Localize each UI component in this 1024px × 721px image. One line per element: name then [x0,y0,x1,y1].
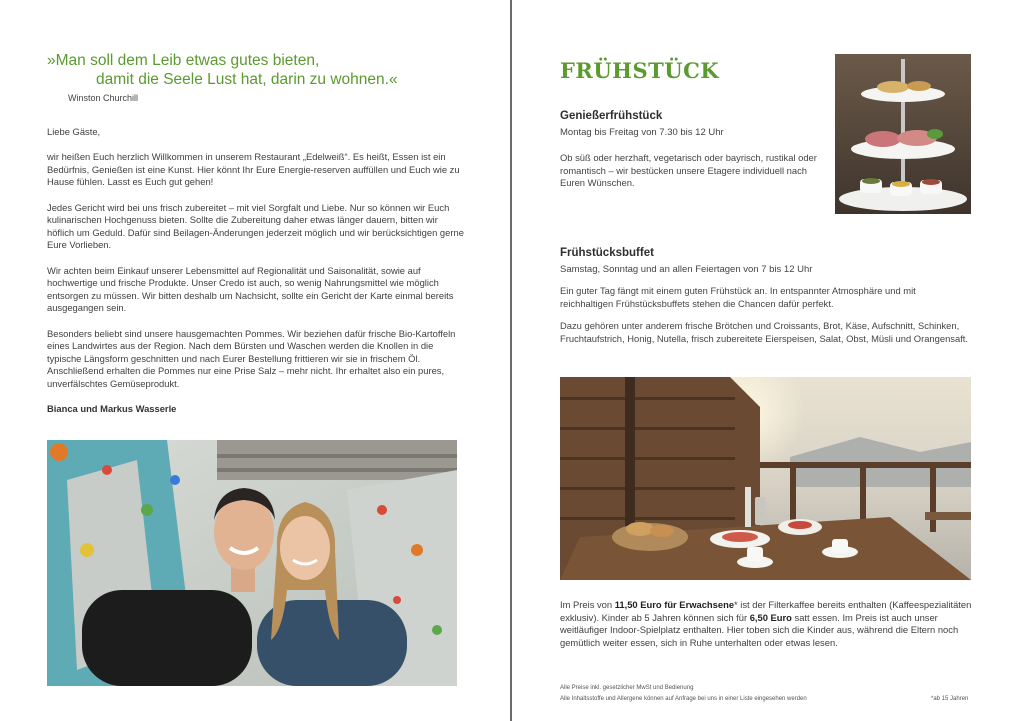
footnote-allergens: Alle Inhaltsstoffe und Allergene können auf Anfrage bei uns in einer Liste eingesehen werden [560,696,807,702]
adult-price: 11,50 Euro für Erwachsene [614,599,735,610]
price-info [560,599,972,649]
terrace-breakfast-photo [560,377,971,580]
section-text-buffet-2: Dazu gehören unter anderem frische Brötchen und Croissants, Brot, Käse, Aufschnitt, Schinken, Fruchtaufstrich, Honig, Nutella, frisch zubereitete Eierspeisen, Salat, Obst, Müsli und Orangensaft. [560,320,969,344]
section-text-geniesser: Ob süß oder herzhaft, vegetarisch oder bayrisch, rustikal oder romantisch – wir bestücken unsere Etagere individuell nach Euren Wünschen. [560,152,817,189]
owners-photo [47,440,457,686]
letter-paragraph: Besonders beliebt sind unsere hausgemachten Pommes. Wir beziehen dafür frische Bio-Kartoffeln eines Landwirtes aus der Region. Nach dem Bürsten und Waschen werden die Knollen in die typische Längsform geschnitten und nach Eurer Bestellung frittieren wir sie in frischem Öl. Anschließend erhalten die Pommes nur eine Prise Salz – mehr nicht. Ihr erhaltet also ein pures, unverfälschtes Gemüseprodukt. [47,327,456,389]
section-text-buffet-1: Ein guter Tag fängt mit einem guten Frühstück an. In entspannter Atmosphäre und mit reichhaltigen Frühstücksbuffets stehen die Chancen dafür perfekt. [560,285,916,309]
page-title: FRÜHSTÜCK [560,58,720,83]
price-text-3: satt essen. Im Preis ist auch unser weitläufiger Indoor-Spielplatz enthalten. Hier toben sich die Kinder aus, während die Eltern noch gemütlich weiter essen, sich in Ruhe unterhalten oder etwas lesen. [560,611,959,648]
section-times-buffet: Samstag, Sonntag und an allen Feiertagen von 7 bis 12 Uhr [560,264,813,275]
greeting: Liebe Gäste, [47,126,101,137]
child-price: 6,50 Euro [749,611,792,623]
letter-paragraph: Jedes Gericht wird bei uns frisch zubereitet – mit viel Sorgfalt und Liebe. Nur so können wir Euch kulinarischen Hochgenuss bieten. Sollte die Zubereitung daher etwas länger dauern, bitten wir höflich um Geduld. Dafür sind Beilagen-Änderungen jederzeit möglich und wir berücksichtigen gerne Eure Vorlieben. [47,201,464,251]
footnote-age: *ab 15 Jahren [931,696,969,702]
letter-paragraph: wir heißen Euch herzlich Willkommen in unserem Restaurant „Edelweiß“. Es heißt, Essen ist ein Bedürfnis, Genießen ist eine Kunst. Hier könnt Ihr Eure Energie-reserven auffüllen und Euch wie zu Hause fühlen. Lasst es Euch gut gehen! [47,151,460,188]
quote-line-1: »Man soll dem Leib etwas gutes bieten, [47,52,320,69]
price-text-1: Im Preis von [560,599,615,610]
section-times-geniesser: Montag bis Freitag von 7.30 bis 12 Uhr [560,127,724,138]
churchill-quote [47,51,398,89]
terrace-illustration [560,377,971,580]
signature: Bianca und Markus Wasserle [47,403,177,415]
etagere-photo [835,54,971,214]
page-spine [510,0,512,721]
etagere-illustration [835,54,971,214]
section-heading-geniesser: Genießerfrühstück [560,110,663,122]
footnote-prices: Alle Preise inkl. gesetzlicher MwSt und Bedienung [560,685,694,691]
price-text-2: * ist der Filterkaffee bereits enthalten (Kaffeespezialitäten exklusiv). Kinder ab 5 Jahren können sich für [560,599,972,623]
letter-paragraph: Wir achten beim Einkauf unserer Lebensmittel auf Regionalität und Saisonalität, sowie auf hochwertige und frische Produkte. Unser Credo ist auch, so wenig Nahrungsmittel wie möglich entsorgen zu müssen. Wir bitten deshalb um Nachsicht, sollte ein Gericht der Karte einmal bereits ausgegangen sein. [47,264,454,314]
quote-line-2: damit die Seele Lust hat, darin zu wohnen.« [96,71,398,88]
owners-photo-illustration [47,440,457,686]
welcome-letter [47,126,467,428]
section-heading-buffet: Frühstücksbuffet [560,247,654,259]
quote-author: Winston Churchill [68,93,139,103]
